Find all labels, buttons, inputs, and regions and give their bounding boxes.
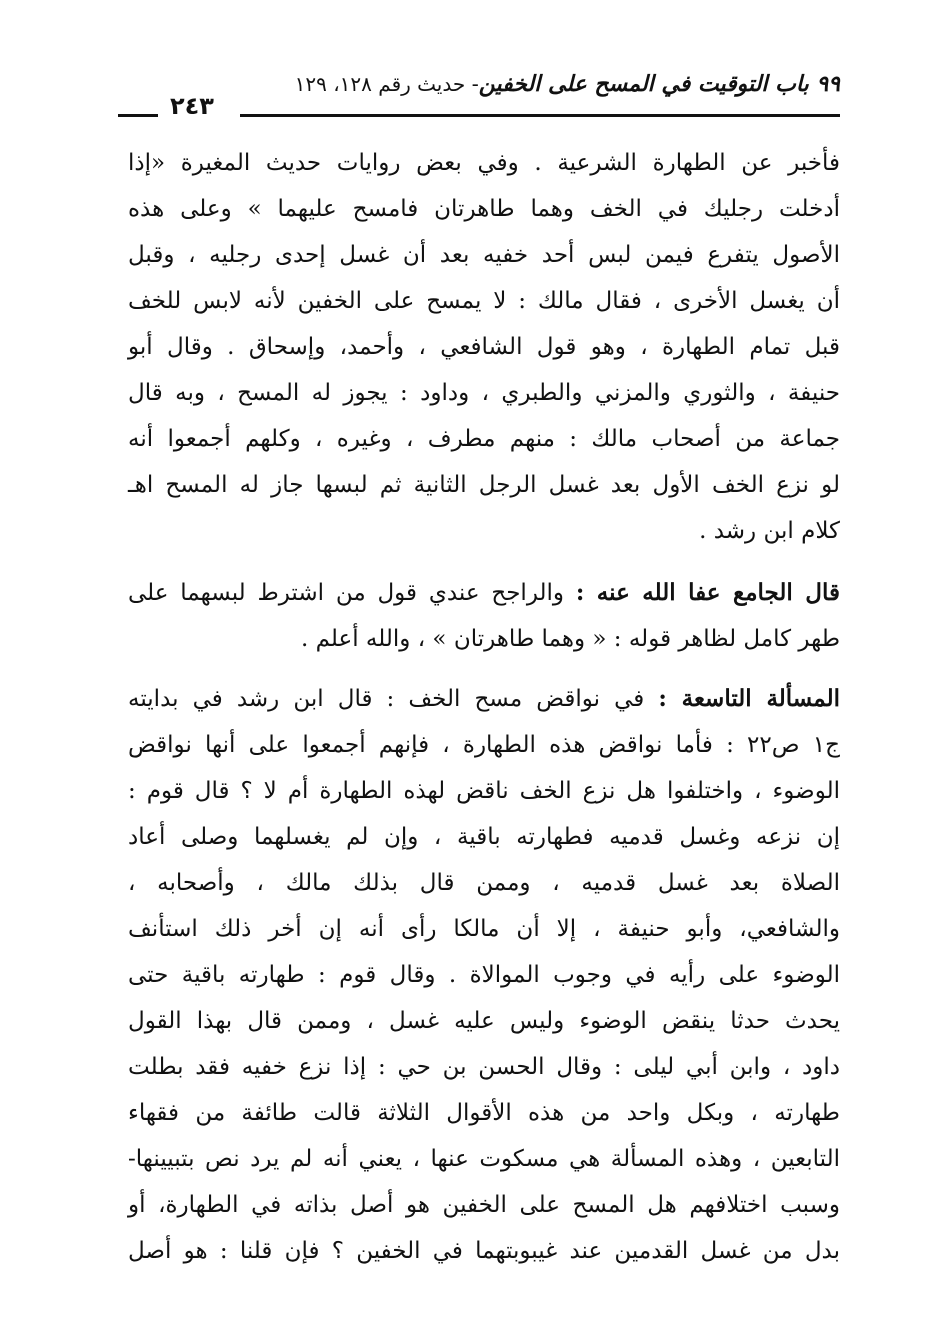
text-line: والشافعي، وأبو حنيفة ، إلا أن مالكا رأى أنه إن أخر ذلك استأنف: [128, 916, 840, 942]
text-line: جماعة من أصحاب مالك : منهم مطرف ، وغيره ، وكلهم أجمعوا أنه: [128, 426, 840, 452]
text-line: كلام ابن رشد .: [699, 518, 840, 544]
text-line: لو نزع الخف الأول بعد غسل الرجل الثانية ثم لبسها جاز له المسح اهـ: [128, 472, 840, 498]
body-text: [128, 140, 840, 1288]
hadith-reference: - حديث رقم ١٢٨، ١٢٩: [294, 72, 479, 96]
text-line: الوضوء ، واختلفوا هل نزع الخف ناقض لهذه الطهارة أم لا ؟ قال قوم :: [128, 778, 840, 804]
issue-lead: المسألة التاسعة :: [658, 685, 841, 712]
paragraph-ninth-issue: [128, 676, 840, 1274]
page-number-dash: [118, 114, 158, 117]
text-line: [128, 570, 840, 616]
text-line: التابعين ، وهذه المسألة هي مسكوت عنها ، يعني أنه لم يرد نص بتبيينها-: [128, 1146, 840, 1172]
text-line: حنيفة ، والثوري والمزني والطبري ، وداود : يجوز له المسح ، وبه قال: [128, 380, 840, 406]
text-line-content: والراجح عندي قول من اشترط لبسهما على: [128, 580, 576, 606]
page-number: ٢٤٣: [170, 92, 214, 120]
text-line: قبل تمام الطهارة ، وهو قول الشافعي ، وأحمد، وإسحاق . وقال أبو: [128, 334, 840, 360]
compiler-lead: قال الجامع عفا الله عنه :: [575, 579, 840, 606]
running-header: [118, 72, 840, 128]
text-line: ج١ ص٢٢ : فأما نواقض هذه الطهارة ، فإنهم أجمعوا على أنها نواقض: [128, 732, 840, 758]
text-line: طهر كامل لظاهر قوله : « وهما طاهرتان » ، والله أعلم .: [300, 626, 840, 652]
text-line: فأخبر عن الطهارة الشرعية . وفي بعض روايات حديث المغيرة «إذا: [128, 150, 840, 176]
paragraph-ibn-rushd-quote: [128, 140, 840, 554]
text-line: إن نزعه وغسل قدميه فطهارته باقية ، وإن لم يغسلهما وصلى أعاد: [128, 824, 840, 850]
text-line: الوضوء على رأيه في وجوب الموالاة . وقال قوم : طهارته باقية حتى: [128, 962, 840, 988]
text-line: أن يغسل الأخرى ، فقال مالك : لا يمسح على الخفين لأنه لابس للخف: [128, 288, 840, 314]
text-line: بدل من غسل القدمين عند غيبوبتهما في الخفين ؟ فإن قلنا : هو أصل: [128, 1238, 840, 1264]
chapter-title-text: ٩٩ باب التوقيت في المسح على الخفين: [478, 72, 840, 97]
text-line: يحدث حدثا ينقض الوضوء وليس عليه غسل ، وممن قال بهذا القول: [128, 1008, 840, 1034]
text-line: الصلاة بعد غسل قدميه ، وممن قال بذلك مالك ، وأصحابه ،: [128, 870, 840, 896]
text-line: أدخلت رجليك في الخف وهما طاهرتان فامسح عليهما » وعلى هذه: [128, 196, 840, 222]
text-line: وسبب اختلافهم هل المسح على الخفين هو أصل بذاته في الطهارة، أو: [128, 1192, 840, 1218]
text-line: [128, 676, 840, 722]
text-line: الأصول يتفرع فيمن لبس أحد خفيه بعد أن غسل إحدى رجليه ، وقبل: [128, 242, 840, 268]
header-rule: [240, 114, 840, 117]
text-line: داود ، وابن أبي ليلى : وقال الحسن بن حي : إذا نزع خفيه فقد بطلت: [128, 1054, 840, 1080]
text-line-content: في نواقض مسح الخف : قال ابن رشد في بدايته: [128, 686, 659, 712]
paragraph-compiler-note: [128, 570, 840, 662]
text-line: طهارته ، وبكل واحد من هذه الأقوال الثلاثة قالت طائفة من فقهاء: [128, 1100, 840, 1126]
chapter-title: [295, 72, 840, 97]
